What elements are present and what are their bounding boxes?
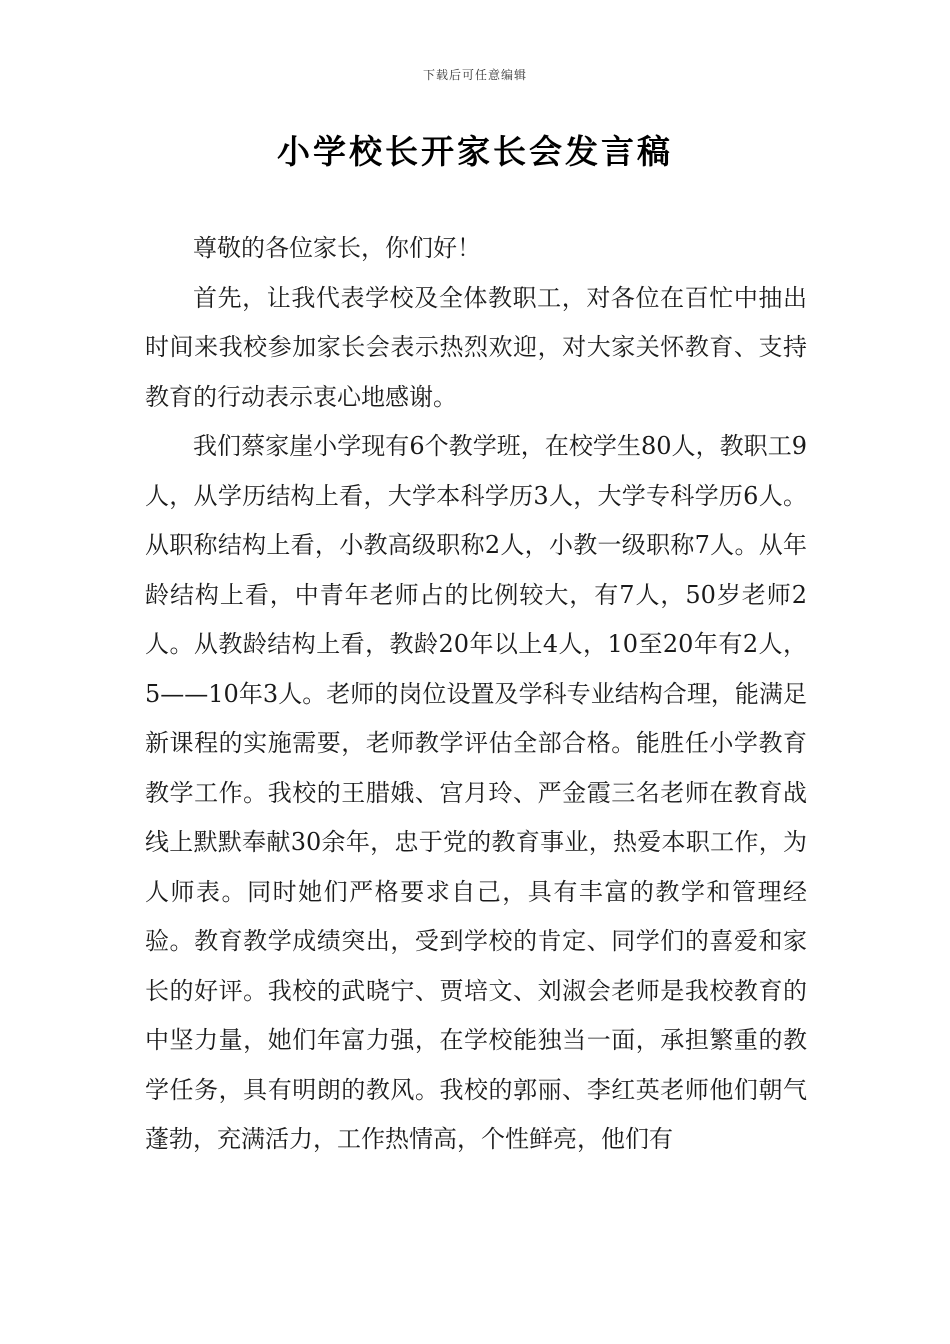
paragraph-welcome: 首先，让我代表学校及全体教职工，对各位在百忙中抽出时间来我校参加家长会表示热烈欢迎，对大家关怀教育、支持教育的行动表示衷心地感谢。 <box>145 283 807 411</box>
paragraph-greeting: 尊敬的各位家长，你们好！ <box>193 234 481 262</box>
document-body <box>145 224 807 1165</box>
paragraph-school-overview: 我们蔡家崖小学现有6个教学班，在校学生80人，教职工9人，从学历结构上看，大学本科学历3人，大学专科学历6人。从职称结构上看，小教高级职称2人，小教一级职称7人。从年龄结构上看，中青年老师占的比例较大，有7人，50岁老师2人。从教龄结构上看，教龄20年以上4人，10至20年有2人，5——10年3人。老师的岗位设置及学科专业结构合理，能满足新课程的实施需要，老师教学评估全部合格。能胜任小学教育教学工作。我校的王腊娥、宫月玲、严金霞三名老师在教育战线上默默奉献30余年，忠于党的教育事业，热爱本职工作，为人师表。同时她们严格要求自己，具有丰富的教学和管理经验。教育教学成绩突出，受到学校的肯定、同学们的喜爱和家长的好评。我校的武晓宁、贾培文、刘淑会老师是我校教育的中坚力量，她们年富力强，在学校能独当一面，承担繁重的教学任务，具有明朗的教风。我校的郭丽、李红英老师他们朝气蓬勃，充满活力，工作热情高，个性鲜亮，他们有 <box>145 432 807 1153</box>
header-note: 下载后可任意编辑 <box>422 68 527 82</box>
document-title: 小学校长开家长会发言稿 <box>277 132 673 171</box>
